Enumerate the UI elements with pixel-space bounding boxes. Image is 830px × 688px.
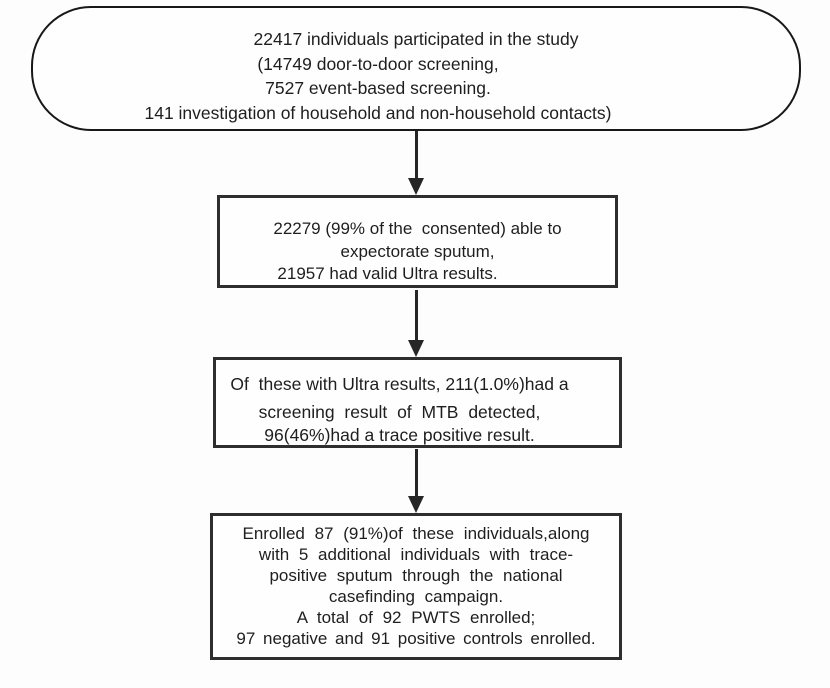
arrow-down-3 (405, 449, 427, 513)
node-text-line: with 5 additional individuals with trace- (258, 545, 574, 564)
node-enrollment (210, 513, 622, 660)
arrowhead-down-icon (408, 340, 424, 357)
node-text-line: 96(46%)had a trace positive result. (264, 425, 535, 445)
node-text-line: positive sputum through the national (269, 566, 563, 585)
node-text-line: Enrolled 87 (91%)of these individuals,along (242, 524, 590, 543)
node-participants (31, 6, 801, 131)
arrow-down-1 (405, 131, 427, 195)
node-text-line: 141 investigation of household and non-household contacts) (144, 102, 612, 123)
node-text-line: expectorate sputum, (340, 241, 495, 261)
arrow-shaft (415, 290, 418, 343)
arrowhead-down-icon (408, 496, 424, 513)
node-text-line: 97 negative and 91 positive controls enrolled. (236, 629, 596, 648)
node-text-line: casefinding campaign. (328, 587, 504, 606)
node-text-line: 22417 individuals participated in the study (253, 29, 579, 49)
node-ultra-screening (213, 357, 622, 448)
arrow-down-2 (405, 290, 427, 357)
node-text-line: 22279 (99% of the consented) able to (273, 219, 562, 238)
node-text-line: 21957 had valid Ultra results. (277, 264, 498, 283)
node-text-line: Of these with Ultra results, 211(1.0%)had a (230, 374, 569, 394)
arrowhead-down-icon (408, 178, 424, 195)
arrow-shaft (415, 131, 418, 181)
node-text-line: A total of 92 PWTS enrolled; (296, 608, 536, 627)
node-text-line: (14749 door-to-door screening, (257, 53, 499, 74)
node-sputum-results (217, 195, 618, 288)
node-text-line: 7527 event-based screening. (265, 78, 491, 98)
arrow-shaft (415, 449, 418, 499)
node-text-line: screening result of MTB detected, (258, 402, 541, 422)
